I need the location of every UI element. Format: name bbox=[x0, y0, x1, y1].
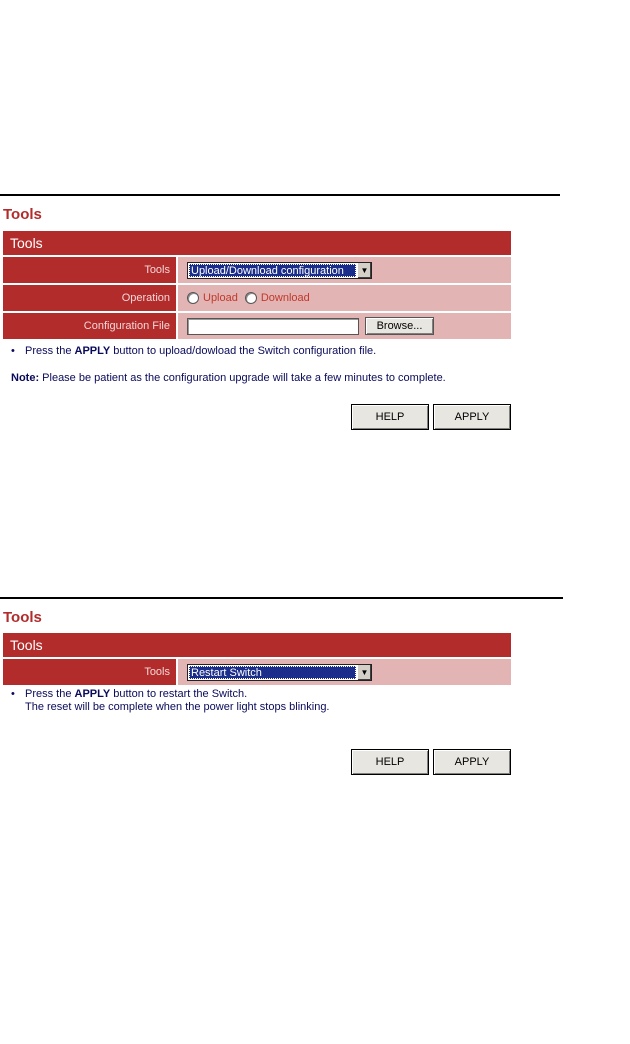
panel2-top-rule bbox=[0, 597, 563, 599]
instructions bbox=[11, 345, 446, 385]
help-button[interactable]: HELP bbox=[351, 749, 429, 775]
config-file-input[interactable] bbox=[187, 318, 359, 335]
upload-radio[interactable] bbox=[187, 292, 238, 304]
box-header: Tools bbox=[3, 231, 511, 257]
chevron-down-icon[interactable]: ▼ bbox=[357, 665, 371, 680]
page-title: Tools bbox=[3, 206, 42, 223]
operation-row bbox=[3, 285, 511, 313]
tools-select-value: Upload/Download configuration bbox=[189, 264, 356, 277]
instruction-line: • Press the APPLY button to restart the Switch. bbox=[11, 688, 248, 700]
apply-button[interactable]: APPLY bbox=[433, 404, 511, 430]
config-file-row bbox=[3, 313, 511, 339]
tools-label: Tools bbox=[3, 659, 178, 685]
instructions bbox=[11, 688, 330, 714]
radio-icon[interactable] bbox=[187, 292, 199, 304]
browse-button[interactable]: Browse... bbox=[365, 317, 434, 335]
tools-row bbox=[3, 659, 511, 685]
tools-label: Tools bbox=[3, 257, 178, 283]
tools-select-value: Restart Switch bbox=[189, 666, 356, 679]
tools-select[interactable] bbox=[187, 664, 372, 681]
help-button[interactable]: HELP bbox=[351, 404, 429, 430]
panel1-top-rule bbox=[0, 194, 560, 196]
radio-icon[interactable] bbox=[245, 292, 257, 304]
page-title: Tools bbox=[3, 609, 42, 626]
bullet-icon: • bbox=[11, 345, 15, 357]
note-line: Note: Please be patient as the configuration upgrade will take a few minutes to complete. bbox=[11, 372, 446, 384]
tools-restart-box bbox=[3, 633, 511, 685]
instruction-line-2: The reset will be complete when the power light stops blinking. bbox=[25, 701, 330, 713]
bullet-icon: • bbox=[11, 688, 15, 700]
download-radio-label: Download bbox=[260, 292, 310, 304]
apply-button[interactable]: APPLY bbox=[433, 749, 511, 775]
download-radio[interactable] bbox=[245, 292, 310, 304]
config-file-label: Configuration File bbox=[3, 313, 178, 339]
instruction-line: • Press the APPLY button to upload/dowload the Switch configuration file. bbox=[11, 345, 377, 357]
operation-label: Operation bbox=[3, 285, 178, 311]
tools-config-box bbox=[3, 231, 511, 339]
tools-row bbox=[3, 257, 511, 285]
upload-radio-label: Upload bbox=[203, 292, 238, 304]
chevron-down-icon[interactable]: ▼ bbox=[357, 263, 371, 278]
tools-select[interactable] bbox=[187, 262, 372, 279]
box-header: Tools bbox=[3, 633, 511, 659]
